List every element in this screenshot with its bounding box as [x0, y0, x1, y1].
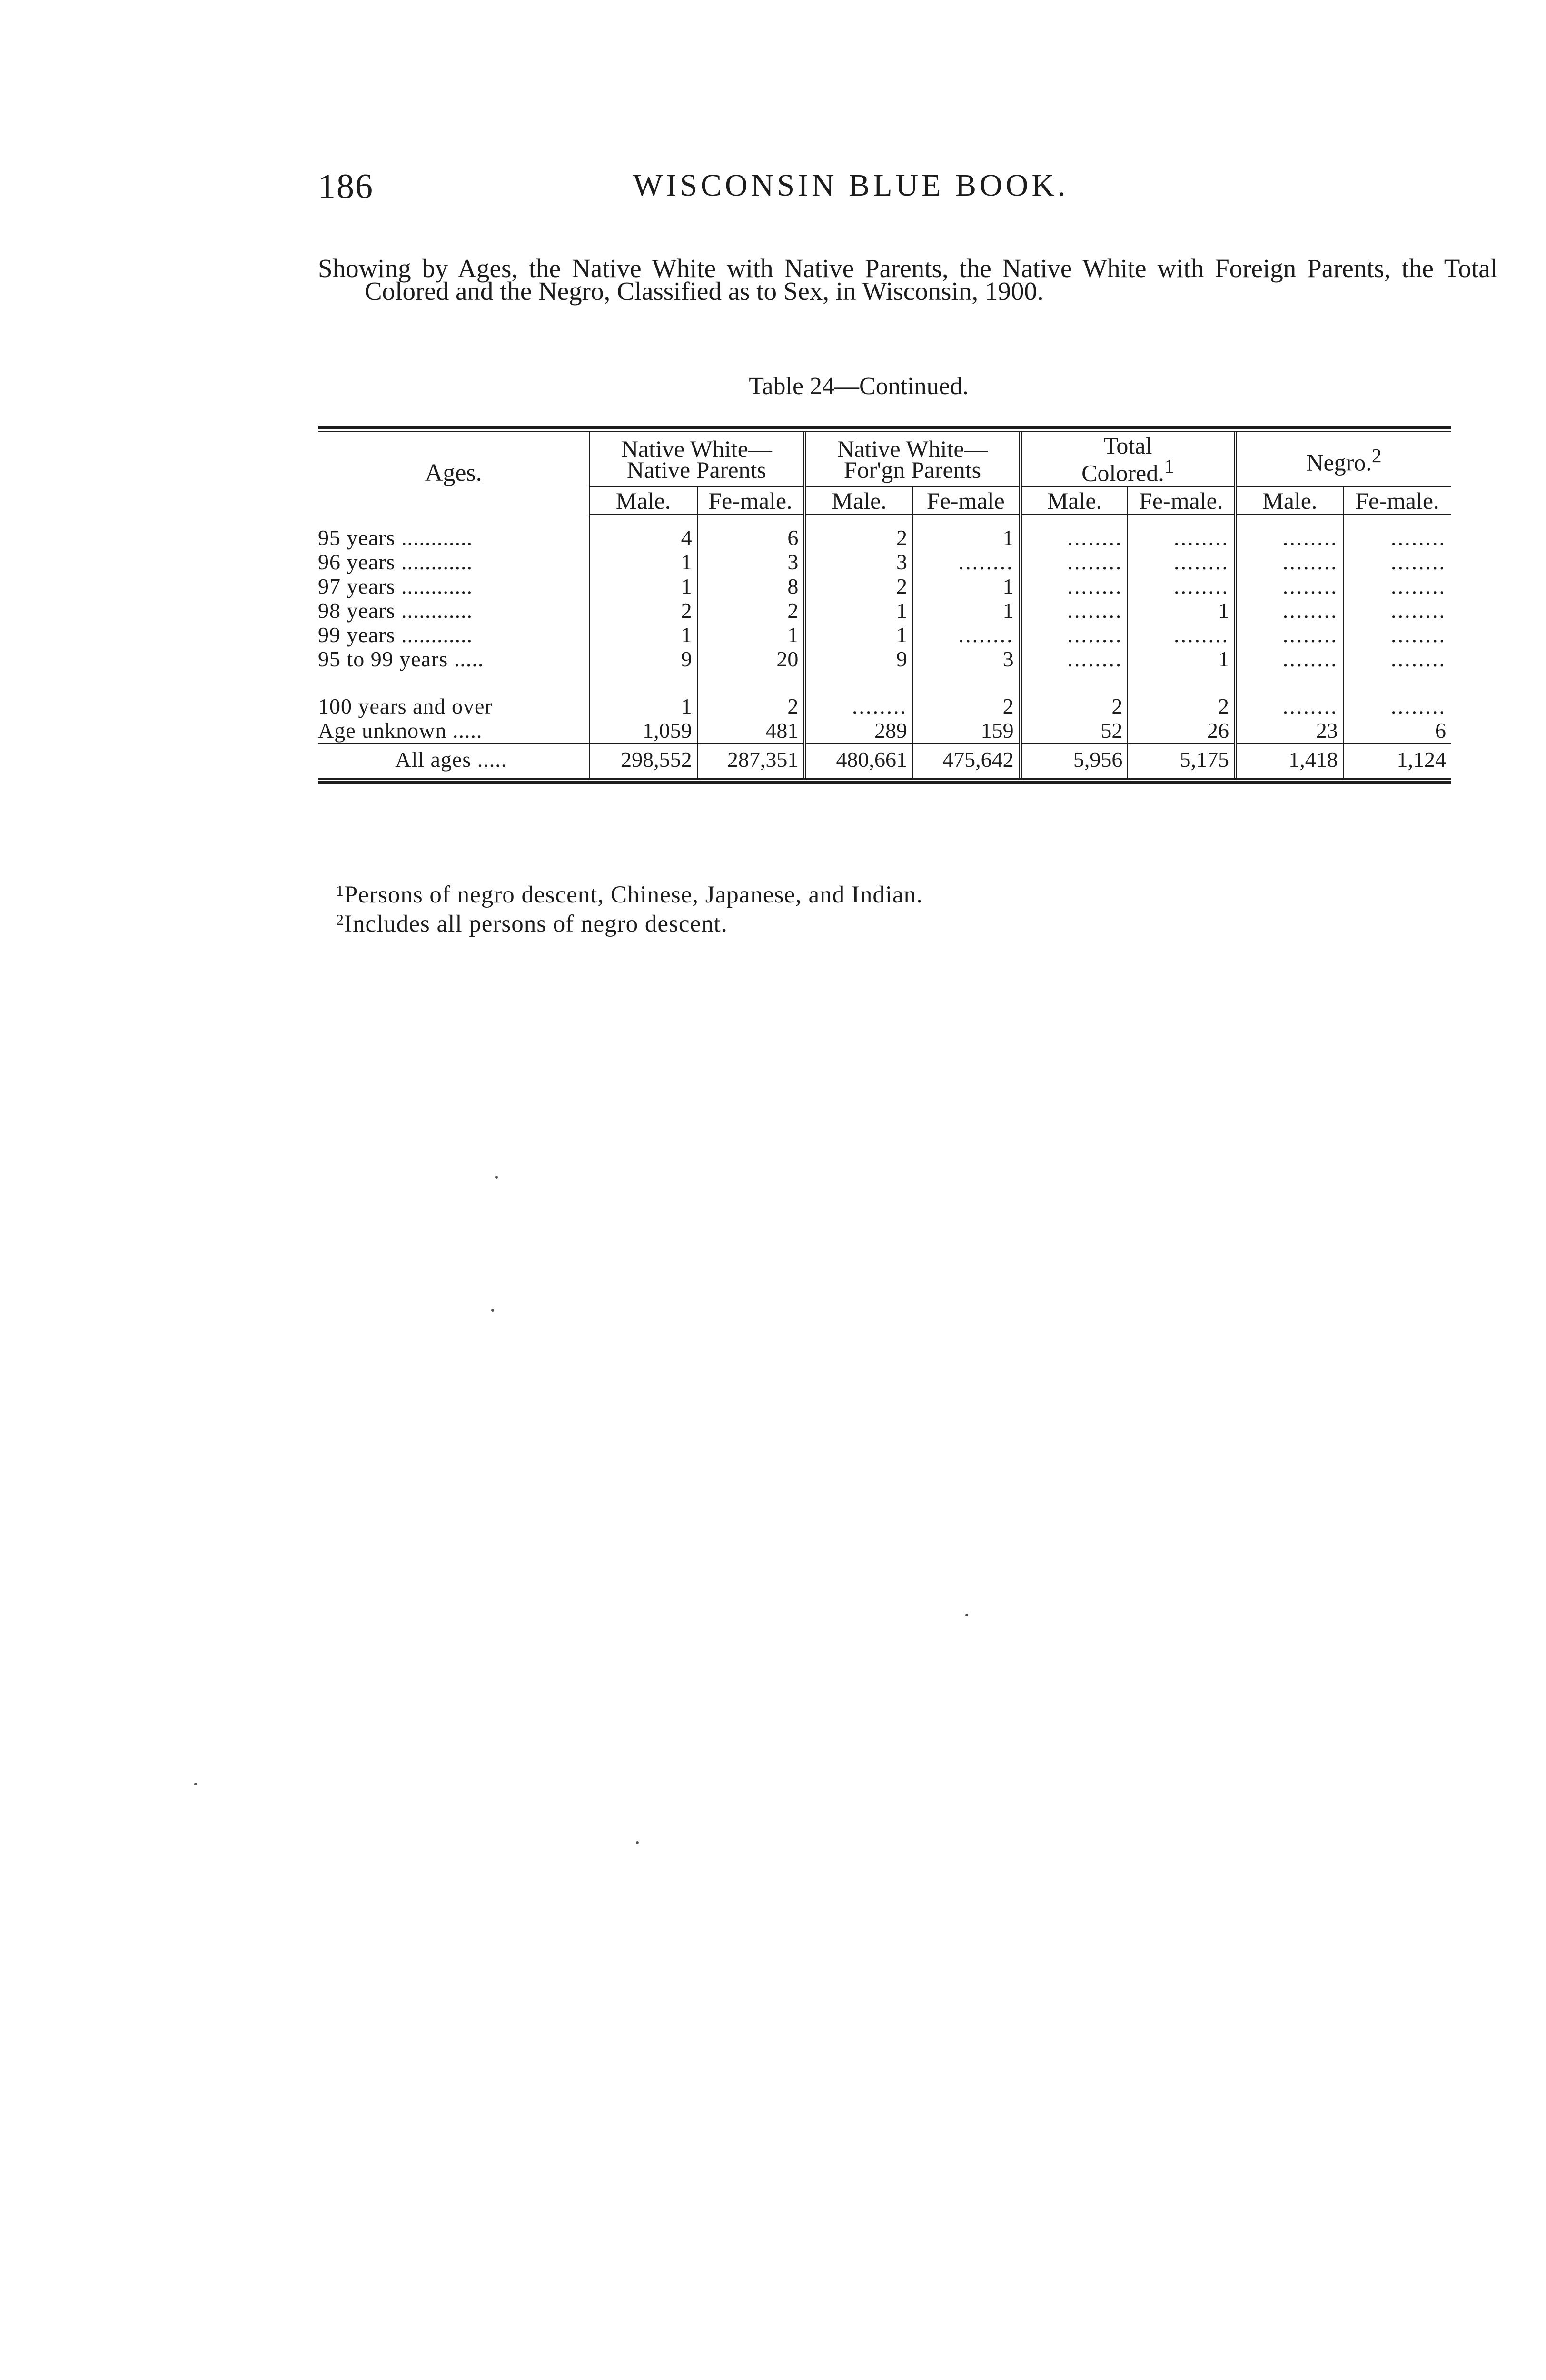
footnote-marker: 1: [336, 882, 344, 899]
group-header-line: Native White—: [837, 435, 988, 462]
value-cell: 8: [697, 574, 805, 598]
subheader-male: Male.: [589, 487, 697, 515]
value-cell: 481: [697, 718, 805, 743]
table-body: [318, 515, 1451, 778]
subheader-male: Male.: [1020, 487, 1128, 515]
value-cell: 2: [805, 574, 912, 598]
value-cell: ........: [1236, 694, 1343, 718]
age-cell: 98 years ............: [318, 598, 473, 623]
value-cell: ........: [1020, 526, 1128, 550]
subheader-male: Male.: [805, 487, 912, 515]
age-cell: 95 to 99 years .....: [318, 646, 484, 671]
data-table: [318, 432, 1451, 778]
value-cell: ........: [1343, 623, 1451, 647]
value-cell: ........: [1343, 574, 1451, 598]
age-cell: Age unknown .....: [318, 718, 483, 743]
value-cell: 3: [697, 550, 805, 574]
total-cell: 1,418: [1236, 743, 1343, 778]
value-cell: 2: [1020, 694, 1128, 718]
table-row: [318, 526, 1451, 550]
value-cell: 289: [805, 718, 912, 743]
table-row: [318, 574, 1451, 598]
total-cell: 475,642: [912, 743, 1020, 778]
table-row: [318, 598, 1451, 623]
ages-header: Ages.: [425, 459, 482, 487]
value-cell: ........: [1128, 550, 1235, 574]
table-row: [318, 550, 1451, 574]
value-cell: 1: [1128, 647, 1235, 671]
footnote-text: Persons of negro descent, Chinese, Japanese, and Indian.: [344, 882, 923, 908]
table-caption: Table 24—Continued.: [749, 373, 969, 400]
value-cell: ........: [912, 623, 1020, 647]
footnote-marker: 1: [1164, 456, 1174, 477]
value-cell: ........: [1236, 623, 1343, 647]
value-cell: ........: [1236, 550, 1343, 574]
value-cell: ........: [1343, 694, 1451, 718]
value-cell: 4: [589, 526, 697, 550]
running-head: WISCONSIN BLUE BOOK.: [633, 168, 1069, 203]
total-cell: 298,552: [589, 743, 697, 778]
subheader-female: Fe-male.: [1343, 487, 1451, 515]
value-cell: ........: [1128, 623, 1235, 647]
group-header-line: For'gn Parents: [843, 456, 981, 483]
value-cell: 26: [1128, 718, 1235, 743]
table-row: [318, 718, 1451, 743]
subheader-female: Fe-male.: [1128, 487, 1235, 515]
value-cell: ........: [1236, 647, 1343, 671]
footnotes: [336, 878, 1431, 936]
value-cell: 52: [1020, 718, 1128, 743]
value-cell: 2: [697, 694, 805, 718]
spacer-row: [318, 515, 1451, 526]
subheader-female: Fe-male: [912, 487, 1020, 515]
paper-speck: [965, 1614, 968, 1616]
top-rule: [318, 426, 1451, 432]
total-cell: 480,661: [805, 743, 912, 778]
value-cell: 1,059: [589, 718, 697, 743]
footnote-marker: 2: [336, 911, 344, 928]
group-header-line: [1238, 445, 1450, 476]
value-cell: 9: [805, 647, 912, 671]
age-cell: 95 years ............: [318, 525, 473, 550]
value-cell: ........: [1020, 598, 1128, 623]
spacer-row: [318, 671, 1451, 694]
value-cell: ........: [1343, 647, 1451, 671]
value-cell: 1: [912, 598, 1020, 623]
page-number: 186: [318, 167, 374, 206]
subheader-female: Fe-male.: [697, 487, 805, 515]
total-cell: 5,956: [1020, 743, 1128, 778]
value-cell: 2: [697, 598, 805, 623]
value-cell: ........: [1236, 574, 1343, 598]
value-cell: ........: [1020, 623, 1128, 647]
value-cell: 1: [1128, 598, 1235, 623]
value-cell: ........: [1128, 574, 1235, 598]
value-cell: ........: [1236, 598, 1343, 623]
paper-speck: [491, 1309, 494, 1312]
value-cell: 2: [1128, 694, 1235, 718]
value-cell: ........: [1020, 550, 1128, 574]
group-header-text: Colored.: [1081, 459, 1164, 486]
value-cell: 9: [589, 647, 697, 671]
paper-speck: [636, 1841, 639, 1844]
value-cell: ........: [1343, 526, 1451, 550]
footnote: [336, 907, 1431, 936]
group-header-line: [1023, 456, 1233, 484]
footnote: [336, 878, 1431, 907]
value-cell: ........: [1020, 647, 1128, 671]
value-cell: ........: [912, 550, 1020, 574]
value-cell: 6: [697, 526, 805, 550]
bottom-rule: [318, 778, 1451, 784]
value-cell: 1: [912, 526, 1020, 550]
value-cell: 1: [805, 623, 912, 647]
age-cell: 97 years ............: [318, 574, 473, 598]
total-cell: 5,175: [1128, 743, 1235, 778]
value-cell: 1: [589, 574, 697, 598]
total-cell: 287,351: [697, 743, 805, 778]
footnote-marker: 2: [1371, 445, 1382, 467]
value-cell: ........: [1343, 598, 1451, 623]
total-cell: 1,124: [1343, 743, 1451, 778]
group-header-negro: [1236, 432, 1451, 487]
group-header-native-native: [589, 432, 804, 487]
value-cell: 2: [805, 526, 912, 550]
value-cell: ........: [1343, 550, 1451, 574]
group-header-line: Native White—: [621, 435, 772, 462]
group-header-text: Negro.: [1306, 449, 1372, 476]
value-cell: 1: [805, 598, 912, 623]
paper-speck: [495, 1176, 498, 1179]
value-cell: 1: [589, 623, 697, 647]
value-cell: 2: [589, 598, 697, 623]
value-cell: ........: [805, 694, 912, 718]
group-header-total-colored: [1020, 432, 1235, 487]
subheader-male: Male.: [1236, 487, 1343, 515]
value-cell: 1: [589, 550, 697, 574]
age-cell: 100 years and over: [318, 694, 493, 718]
total-row: [318, 743, 1451, 778]
value-cell: 6: [1343, 718, 1451, 743]
value-cell: 2: [912, 694, 1020, 718]
value-cell: 20: [697, 647, 805, 671]
total-label: All ages .....: [318, 743, 589, 778]
value-cell: 3: [912, 647, 1020, 671]
value-cell: 1: [912, 574, 1020, 598]
table-description: Showing by Ages, the Native White with Native Parents, the Native White with Foreign Parents, the Total Colored and the Negro, Classified as to Sex, in Wisconsin, 1900.: [318, 254, 1497, 306]
population-table: [318, 426, 1451, 784]
table-row: [318, 647, 1451, 671]
value-cell: 159: [912, 718, 1020, 743]
table-row: [318, 694, 1451, 718]
group-header-line: Total: [1103, 432, 1152, 459]
value-cell: ........: [1128, 526, 1235, 550]
group-header-native-foreign: [805, 432, 1020, 487]
age-cell: 96 years ............: [318, 549, 473, 574]
value-cell: ........: [1020, 574, 1128, 598]
group-header-line: Native Parents: [626, 456, 766, 483]
value-cell: 3: [805, 550, 912, 574]
footnote-text: Includes all persons of negro descent.: [344, 911, 728, 937]
paper-speck: [194, 1783, 197, 1785]
value-cell: 1: [697, 623, 805, 647]
age-cell: 99 years ............: [318, 622, 473, 647]
value-cell: ........: [1236, 526, 1343, 550]
value-cell: 23: [1236, 718, 1343, 743]
table-row: [318, 623, 1451, 647]
value-cell: 1: [589, 694, 697, 718]
